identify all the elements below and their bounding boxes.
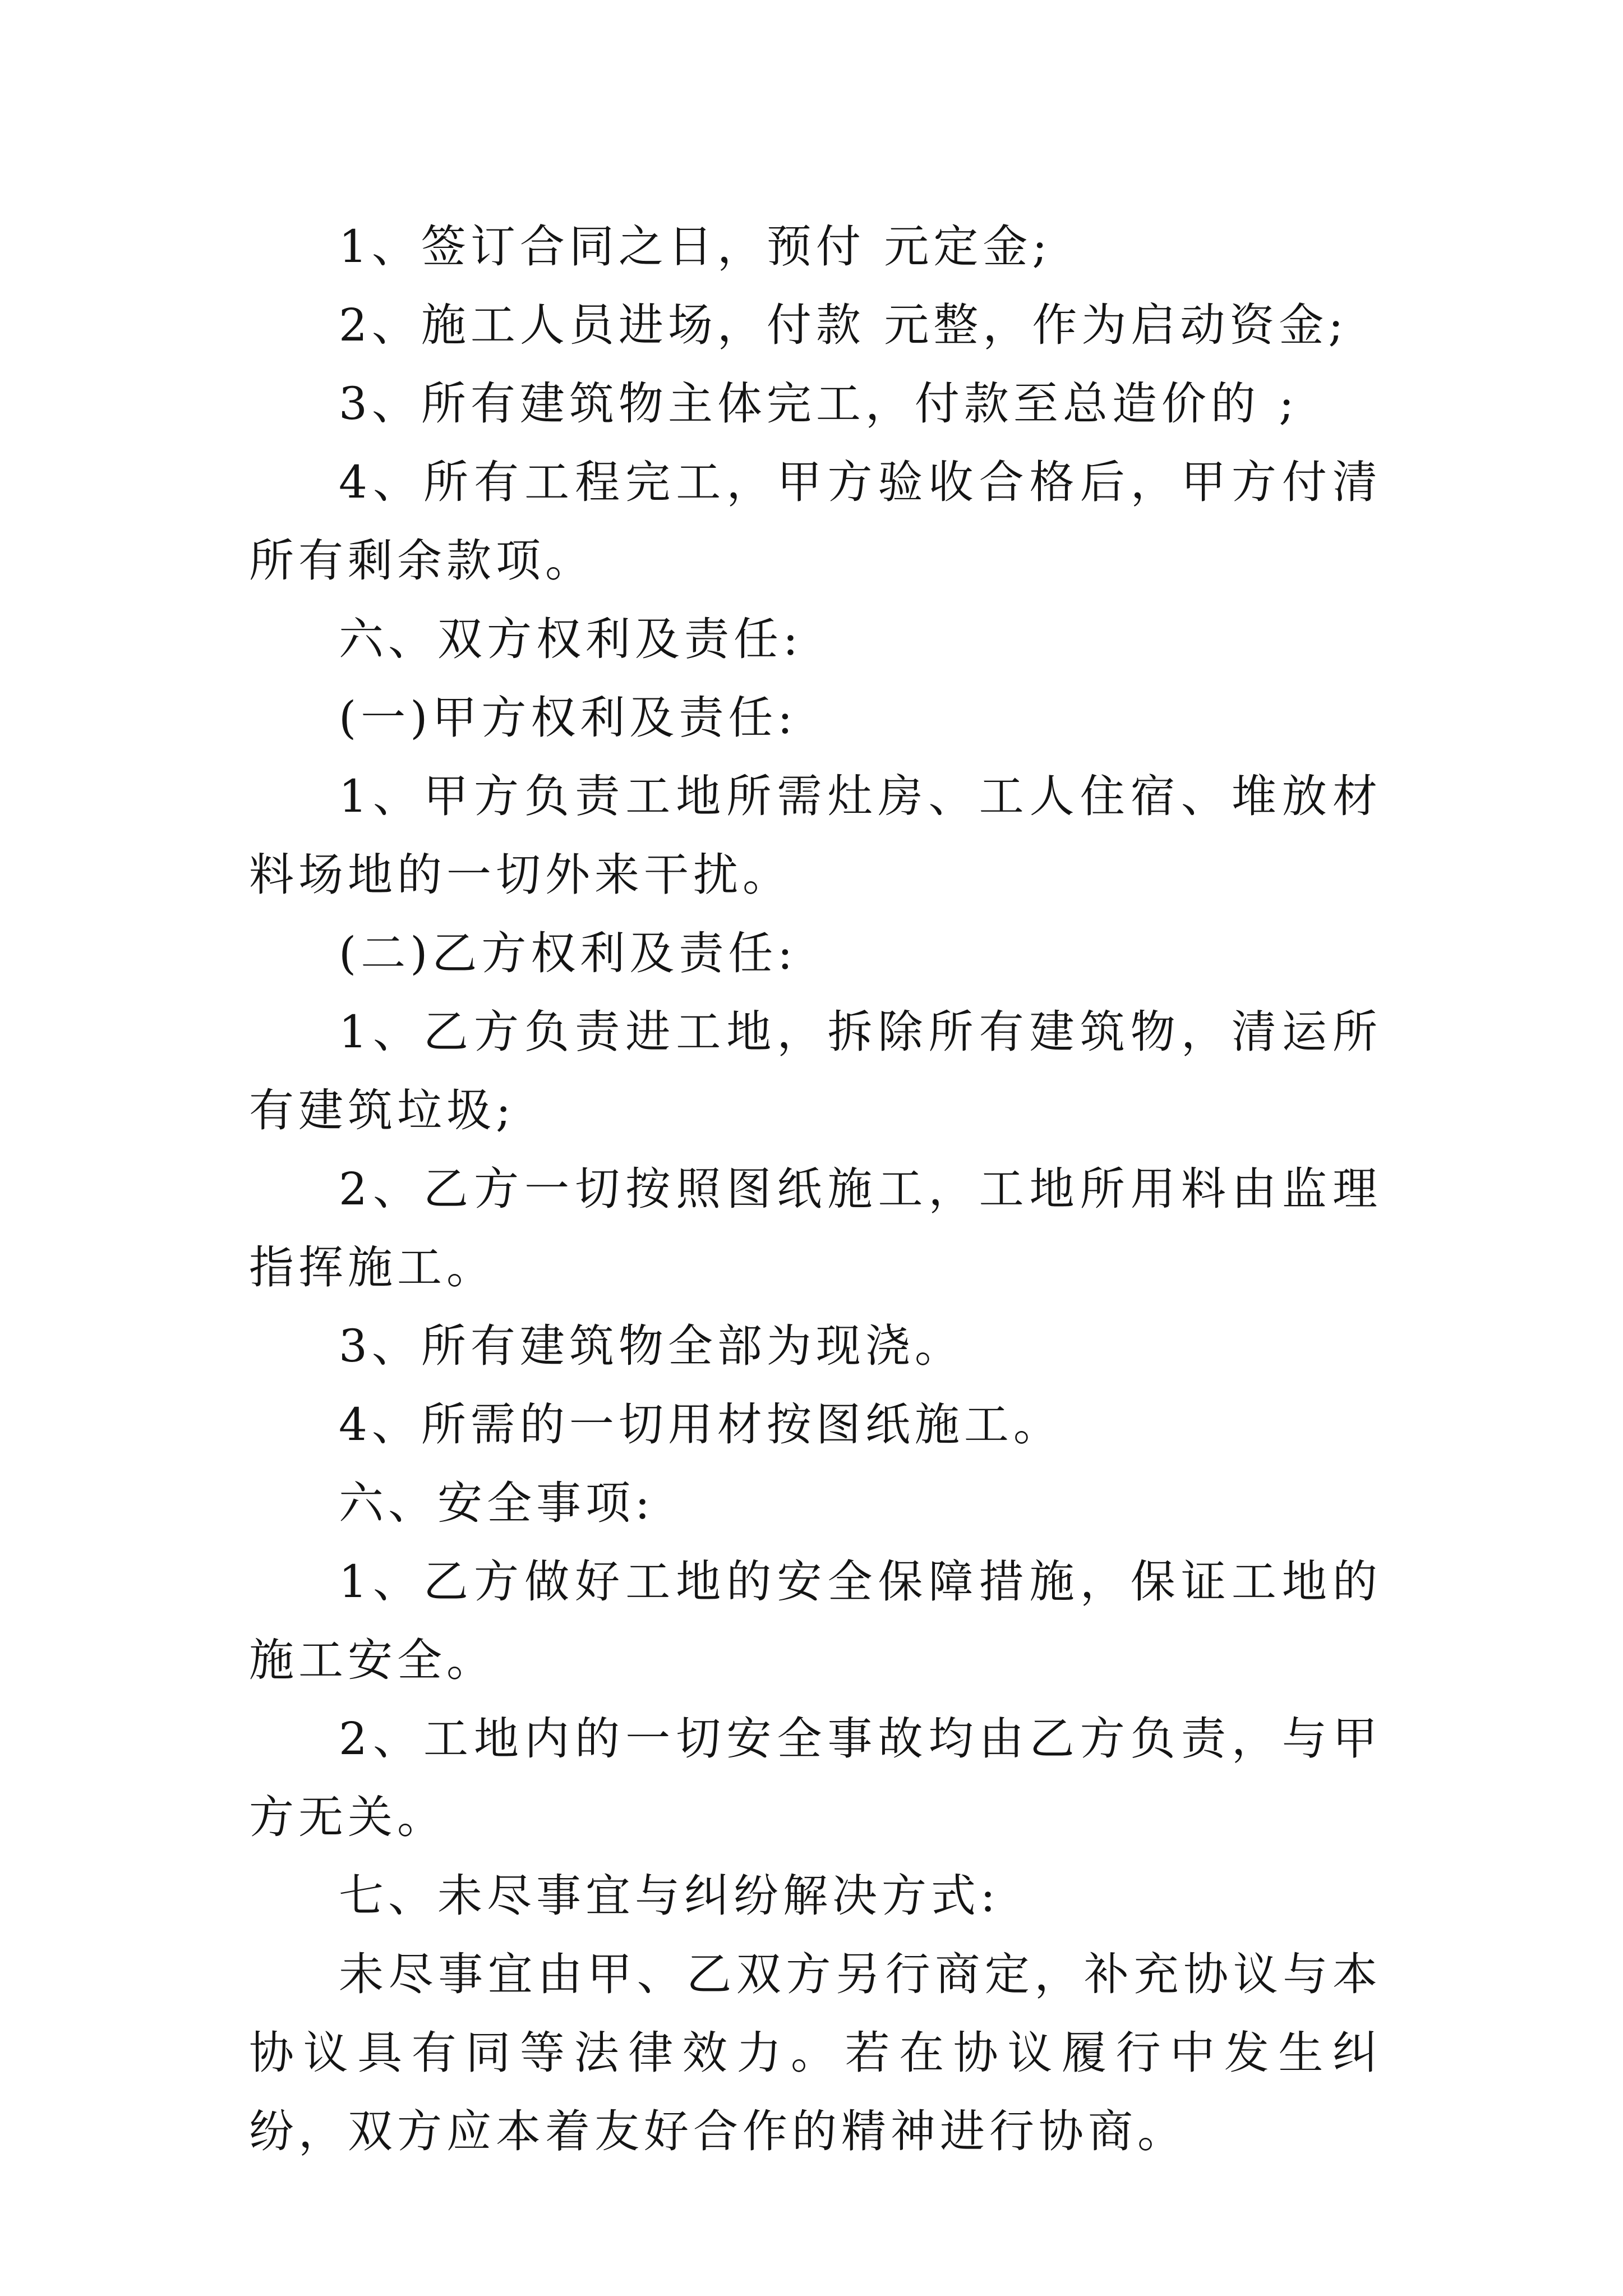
document-body xyxy=(249,208,1382,2171)
paragraph-party-b-3: 3、所有建筑物全部为现浇。 xyxy=(339,1320,964,1372)
section-heading-safety: 六、安全事项: xyxy=(339,1477,654,1529)
paragraph-payment-3: 3、所有建筑物主体完工，付款至总造价的 ; xyxy=(339,378,1299,430)
subsection-heading-party-a: (一)甲方权利及责任: xyxy=(339,692,797,744)
paragraph-party-b-4: 4、所需的一切用材按图纸施工。 xyxy=(339,1398,1063,1451)
paragraph-payment-1: 1、签订合同之日，预付 元定金; xyxy=(339,220,1052,273)
section-heading-rights: 六、双方权利及责任: xyxy=(339,613,803,665)
paragraph-disputes: 未尽事宜由甲、乙双方另行商定，补充协议与本协议具有同等法律效力。若在协议履行中发生纠纷，双方应本着友好合作的精神进行协商。 xyxy=(249,1948,1382,2157)
section-heading-disputes: 七、未尽事宜与纠纷解决方式: xyxy=(339,1870,1000,1922)
paragraph-party-b-1: 1、乙方负责进工地，拆除所有建筑物，清运所有建筑垃圾; xyxy=(249,1006,1382,1137)
paragraph-payment-2: 2、施工人员进场，付款 元整，作为启动资金; xyxy=(339,299,1348,351)
paragraph-party-b-2: 2、乙方一切按照图纸施工，工地所用料由监理指挥施工。 xyxy=(249,1163,1382,1294)
paragraph-party-a-1: 1、甲方负责工地所需灶房、工人住宿、堆放材料场地的一切外来干扰。 xyxy=(249,770,1382,901)
paragraph-payment-4: 4、所有工程完工，甲方验收合格后，甲方付清所有剩余款项。 xyxy=(249,456,1382,587)
paragraph-safety-2: 2、工地内的一切安全事故均由乙方负责，与甲方无关。 xyxy=(249,1713,1382,1843)
paragraph-safety-1: 1、乙方做好工地的安全保障措施，保证工地的施工安全。 xyxy=(249,1556,1382,1686)
subsection-heading-party-b: (二)乙方权利及责任: xyxy=(339,927,797,979)
